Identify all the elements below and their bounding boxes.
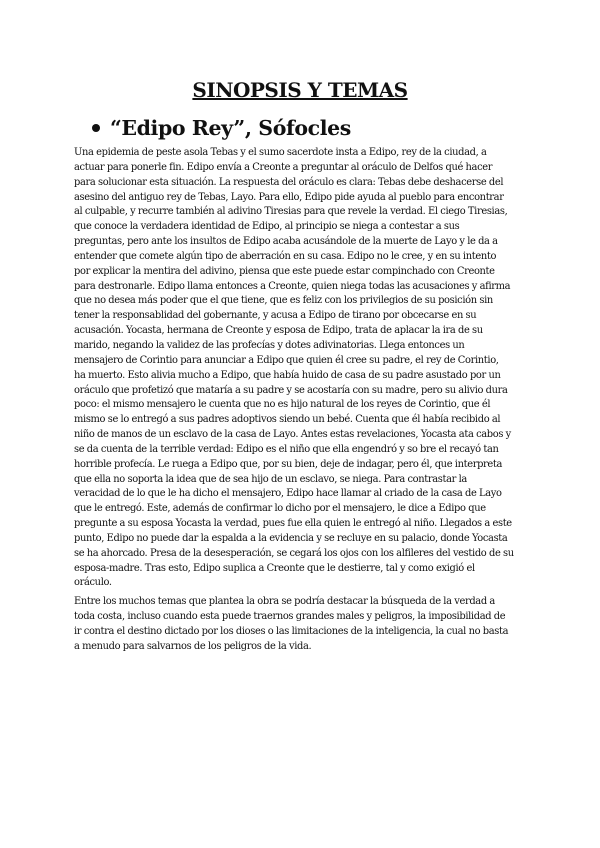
paragraph-line: que ella no soporta la idea que de sea hijo de un esclavo, se niega. Para contrastar la [74, 473, 467, 485]
paragraph-line: mensajero de Corintio para anunciar a Edipo que quien él cree su padre, el rey de Corintio, [74, 354, 499, 366]
paragraph-line: a menudo para salvarnos de los peligros de la vida. [74, 640, 312, 652]
paragraph-line: oráculo. [74, 577, 112, 589]
paragraph-line: preguntas, pero ante los insultos de Edipo acaba acusándole de la muerte de Layo y le da a [74, 236, 498, 248]
paragraph-line: marido, negando la validez de las profecías y dotes adivinatorias. Llega entonces un [74, 339, 465, 351]
paragraph-line: que no desea más poder que el que tiene, que es feliz con los privilegios de su posición sin [74, 295, 493, 307]
paragraph-line: Una epidemia de peste asola Tebas y el sumo sacerdote insta a Edipo, rey de la ciudad, a [74, 147, 487, 158]
paragraph-line: horrible profecía. Le ruega a Edipo que, por su bien, deje de indagar, pero él, que interpreta [74, 458, 503, 470]
paragraph-line: al culpable, y recurre también al adivino Tiresias para que revele la verdad. El ciego Tiresias, [74, 206, 508, 218]
paragraph-line: se da cuenta de la terrible verdad: Edipo es el niño que ella engendró y so bre el recayó tan [74, 443, 499, 455]
paragraph-line: veracidad de lo que le ha dicho el mensajero, Edipo hace llamar al criado de la casa de Layo [74, 488, 502, 500]
paragraph-line: para destronarle. Edipo llama entonces a Creonte, quien niega todas las acusaciones y afirma [74, 280, 511, 292]
themes-paragraph [74, 595, 526, 654]
synopsis-paragraph [74, 146, 526, 591]
paragraph-line: que le entregó. Este, además de confirmar lo dicho por el mensajero, le dice a Edipo que [74, 503, 486, 515]
document-subtitle [92, 116, 351, 140]
paragraph-line: oráculo que profetizó que mataría a su padre y se acostaría con su madre, pero su alivio dura [74, 384, 508, 396]
bullet-icon [92, 124, 100, 132]
paragraph-line: acusación. Yocasta, hermana de Creonte y esposa de Edipo, trata de aplacar la ira de su [74, 325, 483, 337]
paragraph-line: que conoce la verdadera identidad de Edipo, al principio se niega a contestar a sus [74, 221, 460, 233]
paragraph-line: ir contra el destino dictado por los dioses o las limitaciones de la inteligencia, la cual no basta [74, 625, 509, 637]
paragraph-line: toda costa, incluso cuando esta puede traernos grandes males y peligros, la imposibilidad de [74, 610, 506, 622]
paragraph-line: entender que comete algún tipo de aberración en su casa. Edipo no le cree, y en su intento [74, 250, 497, 262]
paragraph-line: tener la responsablidad del gobernante, y acusa a Edipo de tirano por obcecarse en su [74, 310, 477, 322]
paragraph-line: actuar para ponerle fin. Edipo envía a Creonte a preguntar al oráculo de Delfos qué hacer [74, 161, 493, 173]
paragraph-line: esposa-madre. Tras esto, Edipo suplica a Creonte que le destierre, tal y como exigió el [74, 562, 475, 574]
paragraph-line: se ha ahorcado. Presa de la desesperación, se cegará los ojos con los alfileres del vestido de su [74, 547, 514, 559]
paragraph-line: asesino del antiguo rey de Tebas, Layo. Para ello, Edipo pide ayuda al pueblo para encontrar [74, 191, 504, 203]
paragraph-line: poco: el mismo mensajero le cuenta que no es hijo natural de los reyes de Corintio, que él [74, 399, 491, 411]
paragraph-line: ha muerto. Esto alivia mucho a Edipo, que había huido de casa de su padre asustado por un [74, 369, 501, 381]
paragraph-line: mismo se lo entregó a sus padres adoptivos siendo un bebé. Cuenta que él había recibido al [74, 414, 501, 426]
document-title: SINOPSIS Y TEMAS [192, 78, 408, 102]
subtitle-text: “Edipo Rey”, Sófocles [110, 116, 351, 140]
paragraph-line: punto, Edipo no puede dar la espalda a la evidencia y se recluye en su palacio, donde Yocasta [74, 532, 508, 544]
paragraph-line: para solucionar esta situación. La respuesta del oráculo es clara: Tebas debe deshacerse del [74, 176, 504, 188]
paragraph-line: niño de manos de un esclavo de la casa de Layo. Antes estas revelaciones, Yocasta ata cabos y [74, 429, 511, 441]
paragraph-line: pregunte a su esposa Yocasta la verdad, pues fue ella quien le entregó al niño. Llegados a este [74, 518, 512, 530]
paragraph-line: por explicar la mentira del adivino, piensa que este puede estar compinchado con Creonte [74, 265, 495, 277]
paragraph-line: Entre los muchos temas que plantea la obra se podría destacar la búsqueda de la verdad a [74, 596, 495, 607]
